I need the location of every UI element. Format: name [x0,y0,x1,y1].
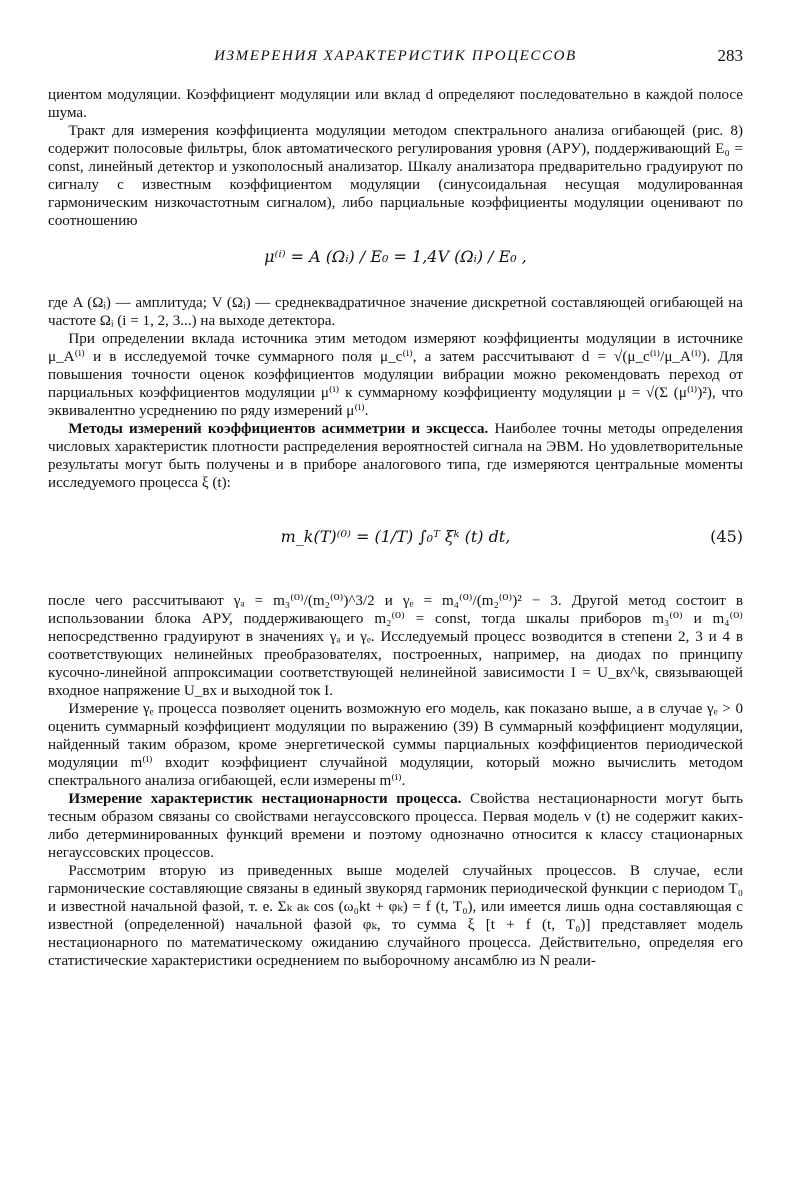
paragraph-8-text: Свойства нестационарности могут быть тесным образом связаны со свойствами негауссовского процесса. Первая модель ν (t) не содержит каких-либо детерминированных функций времени и поэтому однозначно относится к классу стационарных негауссовских процессов. [48,791,743,861]
paragraph-2: Тракт для измерения коэффициента модуляции методом спектрального анализа огибающей (рис. 8) содержит полосовые фильтры, блок автоматического регулирования уровня (АРУ), поддерживающий E₀ = const, линейный детектор и узкополосный анализатор. Шкалу анализатора предварительно градуируют по сигналу с известным коэффициентом модуляции (синусоидальная несущая модулированная гармоническим низкочастотным сигналом), либо парциальные коэффициенты модуляции оценивают по соотношению [48,123,743,229]
section-heading-asymmetry: Методы измерений коэффициентов асимметрии и эксцесса. [68,421,489,437]
section-heading-nonstationarity: Измерение характеристик нестационарности процесса. [68,791,462,807]
paragraph-9: Рассмотрим вторую из приведенных выше моделей случайных процессов. В случае, если гармонические составляющие связаны в единый звукоряд гармоник периодической функции с периодом T₀ и известной начальной фазой, т. е. Σₖ aₖ cos (ω₀kt + φₖ) = f (t, T₀), или имеется лишь одна составляющая с известной (определенной) начальной фазой φₖ, то сумма ξ [t + f (t, T₀)] представляет модель нестационарного по математическому ожиданию случайного процесса. Действительно, определяя его статистические характеристики осреднением по выборочному ансамблю из N реали- [48,863,743,969]
formula-modulation-ratio [48,234,743,286]
paragraph-4: При определении вклада источника этим методом измеряют коэффициенты модуляции в источнике μ_A⁽ⁱ⁾ и в исследуемой точке суммарного поля μ_c⁽ⁱ⁾, а затем рассчитывают d = √(μ_c⁽ⁱ⁾/μ_A⁽ⁱ⁾). Для повышения точности оценок коэффициентов модуляции вибрации можно рекомендовать переход от парциальных коэффициентов модуляции μ⁽ⁱ⁾ к суммарному коэффициенту модуляции μ = √(Σ (μ⁽ⁱ⁾)²), что эквивалентно усреднению по ряду измерений μ⁽ⁱ⁾. [48,331,743,419]
formula-central-moment-text: m_k(T)⁽⁰⁾ = (1/T) ∫₀ᵀ ξᵏ (t) dt, [280,527,511,546]
equation-number: (45) [710,527,743,546]
page-header [48,46,743,72]
body-text [48,86,743,970]
paragraph-5-text: Наиболее точны методы определения числовых характеристик плотности распределения вероятностей сигнала на ЭВМ. Но удовлетворительные результаты могут быть получены и в приборе аналогового типа, где измеряются центральные моменты исследуемого процесса ξ (t): [48,421,743,491]
formula-central-moment [48,496,743,584]
page-number: 283 [717,46,743,65]
paragraph-8 [48,790,743,862]
paragraph-5 [48,420,743,492]
paragraph-1: циентом модуляции. Коэффициент модуляции или вклад d определяют последовательно в каждой полосе шума. [48,87,743,121]
paragraph-3: где A (Ωᵢ) — амплитуда; V (Ωᵢ) — среднеквадратичное значение дискретной составляющей огибающей на частоте Ωᵢ (i = 1, 2, 3...) на выходе детектора. [48,295,743,329]
formula-modulation-ratio-text: μ⁽ⁱ⁾ = A (Ωᵢ) / E₀ = 1,4V (Ωᵢ) / E₀ , [264,247,527,266]
running-title: ИЗМЕРЕНИЯ ХАРАКТЕРИСТИК ПРОЦЕССОВ [214,48,577,64]
paragraph-6: после чего рассчитывают γₐ = m₃⁽⁰⁾/(m₂⁽⁰⁾)^3/2 и γₑ = m₄⁽⁰⁾/(m₂⁽⁰⁾)² − 3. Другой метод состоит в использовании блока АРУ, поддерживающего m₂⁽⁰⁾ = const, тогда шкалы приборов m₃⁽⁰⁾ и m₄⁽⁰⁾ непосредственно градуируют в значениях γₐ и γₑ. Исследуемый процесс возводится в степени 2, 3 и 4 в соответствующих нелинейных преобразователях, построенных, например, на диодах по принципу кусочно-линейной аппроксимации соответствующей нелинейной зависимости I = U_вх^k, связывающей входное напряжение U_вх и выходной ток I. [48,593,743,699]
paragraph-7: Измерение γₑ процесса позволяет оценить возможную его модель, как показано выше, а в случае γₑ > 0 оценить суммарный коэффициент модуляции по выражению (39) В суммарный коэффициент модуляции, найденный таким образом, кроме энергетической суммы парциальных коэффициентов периодической модуляции m⁽ⁱ⁾ входит коэффициент случайной модуляции, который можно вычислить методом спектрального анализа огибающей, если измерены m⁽ⁱ⁾. [48,701,743,789]
